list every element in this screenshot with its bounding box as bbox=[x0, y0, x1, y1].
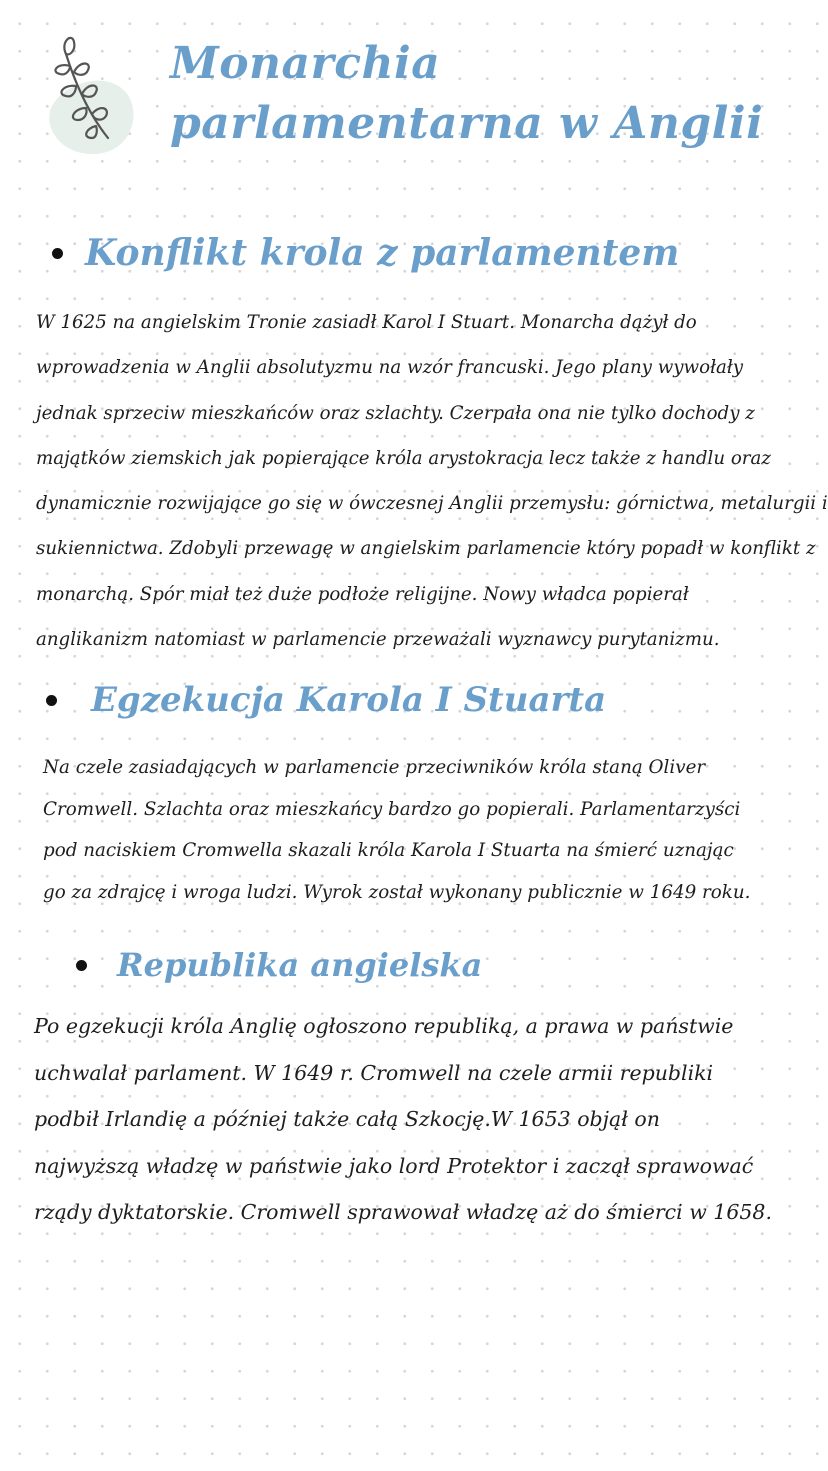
text-line: uchwalał parlament. W 1649 r. Cromwell na czele armii republiki bbox=[34, 1060, 714, 1085]
bullet-icon bbox=[76, 960, 87, 971]
section-heading-egzekucja bbox=[46, 680, 606, 720]
text-line: jednak sprzeciw mieszkańców oraz szlachty. Czerpała ona nie tylko dochody z bbox=[36, 402, 755, 424]
text-line: Cromwell. Szlachta oraz mieszkańcy bardzo go popierali. Parlamentarzyści bbox=[43, 798, 741, 820]
text-line: sukiennictwa. Zdobyli przewagę w angielskim parlamencie który popadł w konflikt z bbox=[36, 538, 816, 560]
text-line: Po egzekucji króla Anglię ogłoszono republiką, a prawa w państwie bbox=[34, 1014, 734, 1038]
text-line: podbił Irlandię a później także całą Szkocję.W 1653 objął on bbox=[34, 1107, 660, 1131]
text-line: rządy dyktatorskie. Cromwell sprawował władzę aż do śmierci w 1658. bbox=[34, 1200, 772, 1224]
section-heading-republika bbox=[76, 946, 482, 984]
leaf-sprig-icon bbox=[30, 26, 150, 166]
text-line: wprowadzenia w Anglii absolutyzmu na wzór francuski. Jego plany wywołały bbox=[36, 357, 743, 379]
text-line: majątków ziemskich jak popierające króla arystokracja lecz także z handlu oraz bbox=[36, 447, 771, 469]
text-line: anglikanizm natomiast w parlamencie przeważali wyznawcy purytanizmu. bbox=[36, 629, 720, 651]
section-heading-label: Egzekucja Karola I Stuarta bbox=[91, 680, 607, 720]
section-body-konflikt bbox=[36, 300, 828, 662]
text-line: W 1625 na angielskim Tronie zasiadł Karol I Stuart. Monarcha dążył do bbox=[36, 312, 697, 333]
bullet-icon bbox=[52, 248, 63, 259]
section-heading-label: Republika angielska bbox=[117, 946, 483, 984]
text-line: najwyższą władzę w państwie jako lord Protektor i zaczął sprawować bbox=[34, 1153, 754, 1178]
section-heading-label: Konflikt krola z parlamentem bbox=[85, 232, 680, 274]
section-body-egzekucja bbox=[43, 747, 750, 913]
page-title bbox=[170, 34, 810, 154]
text-line: go za zdrajcę i wroga ludzi. Wyrok został wykonany publicznie w 1649 roku. bbox=[43, 881, 751, 903]
text-line: dynamicznie rozwijające go się w ówczesnej Anglii przemysłu: górnictwa, metalurgii i bbox=[36, 493, 828, 515]
section-body-republika bbox=[34, 1003, 772, 1236]
section-heading-konflikt bbox=[52, 232, 679, 274]
page-title-line-1: Monarchia bbox=[170, 38, 441, 89]
bullet-icon bbox=[46, 695, 57, 706]
text-line: pod naciskiem Cromwella skazali króla Karola I Stuarta na śmierć uznając bbox=[43, 840, 734, 861]
text-line: monarchą. Spór miał też duże podłoże religijne. Nowy władca popierał bbox=[36, 583, 689, 605]
text-line: Na czele zasiadających w parlamencie przeciwników króla staną Oliver bbox=[43, 757, 706, 778]
page-title-line-2: parlamentarna w Anglii bbox=[170, 98, 764, 149]
